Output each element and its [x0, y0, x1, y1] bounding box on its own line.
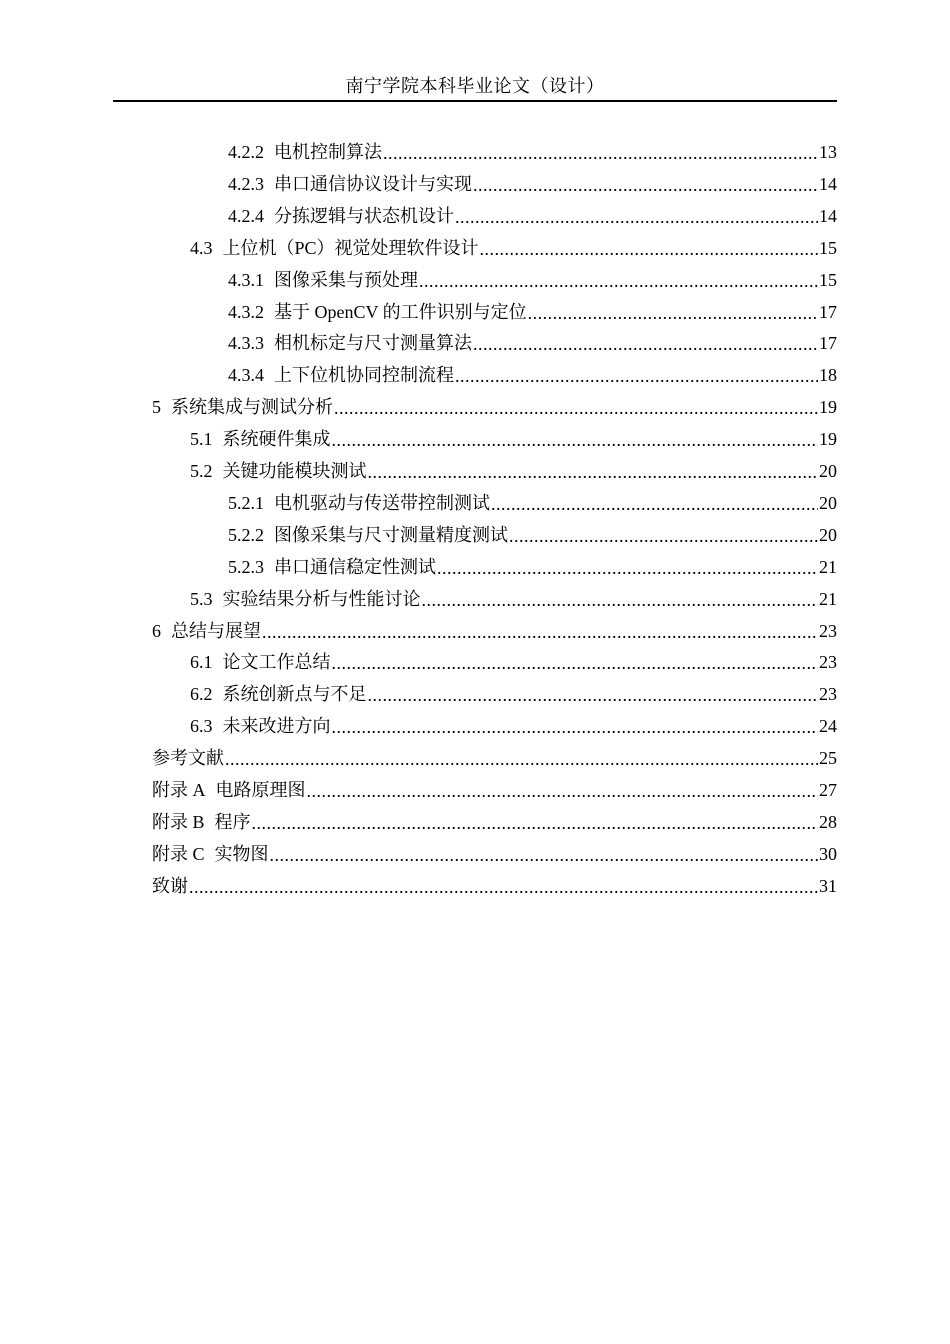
toc-entry[interactable] [152, 391, 837, 423]
toc-entry[interactable] [152, 806, 837, 838]
toc-entry-number: 4.2.2 [228, 142, 264, 162]
toc-entry-page-number: 28 [819, 811, 837, 832]
toc-entry[interactable] [228, 200, 837, 232]
toc-entry-title: 实物图 [214, 843, 269, 864]
toc-entry-number: 5.2.1 [228, 492, 264, 513]
toc-entry-title: 电路原理图 [215, 780, 306, 800]
toc-entry-page-number: 13 [819, 142, 837, 162]
toc-dot-leader [491, 492, 818, 516]
toc-entry-title: 上下位机协同控制流程 [274, 365, 454, 386]
toc-entry-title: 实验结果分析与性能讨论 [222, 588, 421, 609]
toc-entry[interactable] [190, 423, 837, 455]
toc-entry[interactable] [190, 710, 837, 742]
toc-dot-leader [332, 428, 819, 452]
document-header-title: 南宁学院本科毕业论文（设计） [345, 76, 605, 96]
toc-dot-leader [419, 269, 818, 293]
toc-entry-number: 5 [152, 397, 161, 418]
toc-dot-leader [252, 811, 818, 835]
toc-entry-title: 串口通信协议设计与实现 [274, 173, 472, 194]
toc-entry-title: 参考文献 [152, 748, 224, 769]
toc-entry[interactable] [228, 551, 837, 583]
toc-entry[interactable] [152, 870, 837, 902]
toc-entry[interactable] [152, 774, 837, 806]
toc-entry-number: 4.2.3 [228, 173, 264, 194]
toc-entry-title: 上位机（PC）视觉处理软件设计 [222, 237, 479, 258]
toc-entry-page-number: 24 [819, 716, 837, 737]
toc-entry-title: 电机驱动与传送带控制测试 [274, 492, 490, 513]
toc-entry-page-number: 20 [819, 461, 837, 481]
header-rule [113, 100, 837, 102]
toc-entry-page-number: 19 [819, 429, 837, 450]
toc-dot-leader [270, 843, 818, 867]
toc-entry-page-number: 23 [819, 684, 837, 705]
toc-entry-number: 6 [152, 620, 161, 641]
toc-entry-page-number: 14 [819, 173, 837, 194]
toc-entry-page-number: 19 [819, 397, 837, 418]
toc-entry-number: 5.2 [190, 461, 213, 481]
toc-entry-page-number: 23 [819, 620, 837, 641]
toc-entry-number: 4.2.4 [228, 205, 264, 226]
toc-entry-number: 6.1 [190, 652, 213, 673]
toc-entry-number: 附录 B [152, 811, 205, 832]
toc-entry-page-number: 30 [819, 843, 837, 864]
toc-entry-number: 5.1 [190, 429, 213, 450]
toc-entry-title: 基于 OpenCV 的工件识别与定位 [274, 301, 527, 322]
toc-entry-title: 致谢 [152, 875, 188, 896]
toc-dot-leader [368, 460, 819, 484]
toc-entry-title: 相机标定与尺寸测量算法 [274, 333, 472, 354]
toc-entry-title: 关键功能模块测试 [222, 461, 367, 481]
toc-entry[interactable] [228, 136, 837, 168]
toc-dot-leader [334, 396, 818, 420]
toc-entry-number: 4.3.1 [228, 269, 264, 290]
toc-entry[interactable] [190, 232, 837, 264]
toc-entry-page-number: 25 [819, 748, 837, 769]
toc-dot-leader [437, 556, 818, 580]
toc-entry-number: 4.3 [190, 237, 213, 258]
toc-entry-page-number: 17 [819, 333, 837, 354]
toc-entry-page-number: 21 [819, 556, 837, 577]
toc-entry-page-number: 17 [819, 301, 837, 322]
toc-entry[interactable] [228, 327, 837, 359]
toc-dot-leader [332, 715, 819, 739]
toc-entry[interactable] [228, 264, 837, 296]
toc-dot-leader [473, 173, 818, 197]
toc-entry-number: 4.3.4 [228, 365, 264, 386]
toc-dot-leader [473, 332, 818, 356]
toc-dot-leader [189, 875, 818, 899]
toc-entry-title: 未来改进方向 [222, 716, 331, 737]
toc-entry-title: 总结与展望 [171, 620, 261, 641]
toc-entry-title: 图像采集与预处理 [274, 269, 418, 290]
toc-entry-title: 图像采集与尺寸测量精度测试 [274, 524, 508, 545]
toc-entry[interactable] [228, 359, 837, 391]
toc-entry-number: 6.3 [190, 716, 213, 737]
toc-entry-number: 附录 A [152, 780, 206, 800]
toc-entry[interactable] [190, 678, 837, 710]
toc-entry[interactable] [228, 168, 837, 200]
toc-entry-title: 论文工作总结 [222, 652, 331, 673]
toc-entry-page-number: 15 [819, 269, 837, 290]
toc-entry[interactable] [152, 615, 837, 647]
toc-entry[interactable] [228, 487, 837, 519]
toc-dot-leader [262, 620, 818, 644]
toc-dot-leader [455, 205, 818, 229]
toc-entry-title: 电机控制算法 [274, 142, 382, 162]
toc-entry-number: 5.2.3 [228, 556, 264, 577]
toc-dot-leader [332, 651, 819, 675]
toc-entry-number: 4.3.2 [228, 301, 264, 322]
toc-dot-leader [422, 588, 819, 612]
toc-entry-title: 系统硬件集成 [222, 429, 331, 450]
toc-entry-title: 系统创新点与不足 [222, 684, 367, 705]
toc-dot-leader [307, 779, 819, 803]
toc-entry-number: 5.3 [190, 588, 213, 609]
toc-entry-page-number: 20 [819, 492, 837, 513]
toc-entry-page-number: 14 [819, 205, 837, 226]
toc-dot-leader [528, 301, 818, 325]
toc-dot-leader [509, 524, 818, 548]
toc-entry[interactable] [152, 742, 837, 774]
toc-entry-title: 程序 [214, 811, 251, 832]
toc-entry[interactable] [190, 455, 837, 487]
toc-entry-title: 串口通信稳定性测试 [274, 556, 436, 577]
toc-dot-leader [225, 747, 818, 771]
toc-entry[interactable] [228, 296, 837, 328]
toc-entry-page-number: 31 [819, 875, 837, 896]
toc-entry-number: 6.2 [190, 684, 213, 705]
toc-entry-page-number: 21 [819, 588, 837, 609]
toc-entry[interactable] [190, 646, 837, 678]
toc-entry-title: 分拣逻辑与状态机设计 [274, 205, 454, 226]
toc-dot-leader [383, 141, 818, 165]
toc-entry-page-number: 23 [819, 652, 837, 673]
toc-dot-leader [368, 683, 819, 707]
toc-entry-number: 附录 C [152, 843, 205, 864]
toc-dot-leader [480, 237, 818, 261]
toc-entry-number: 5.2.2 [228, 524, 264, 545]
toc-entry-page-number: 27 [819, 780, 837, 800]
toc-entry[interactable] [228, 519, 837, 551]
toc-entry-number: 4.3.3 [228, 333, 264, 354]
toc-entry-page-number: 18 [819, 365, 837, 386]
toc-dot-leader [455, 364, 818, 388]
toc-entry-page-number: 20 [819, 524, 837, 545]
toc-entry-title: 系统集成与测试分析 [171, 397, 333, 418]
toc-entry[interactable] [152, 838, 837, 870]
toc-entry[interactable] [190, 583, 837, 615]
toc-entry-page-number: 15 [819, 237, 837, 258]
